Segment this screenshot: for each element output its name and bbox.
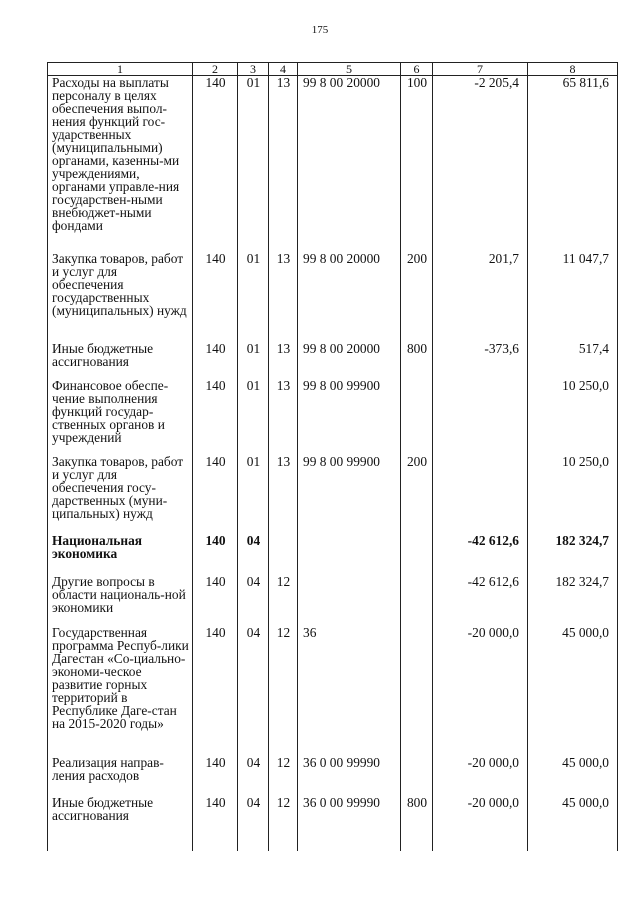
row-col-3: 01 [238, 342, 269, 379]
row-col-5: 99 8 00 99900 [298, 455, 401, 534]
row-col-7: -2 205,4 [433, 76, 528, 252]
row-col-8: 182 324,7 [528, 534, 618, 575]
row-col-7: -42 612,6 [433, 575, 528, 626]
row-col-7: 201,7 [433, 252, 528, 342]
header-col-1: 1 [48, 63, 193, 76]
row-col-4: 13 [269, 252, 298, 342]
row-col-3: 01 [238, 379, 269, 455]
page-number: 175 [311, 24, 329, 36]
row-col-3: 01 [238, 252, 269, 342]
row-col-8: 182 324,7 [528, 575, 618, 626]
row-col-3: 04 [238, 796, 269, 851]
table-row [48, 534, 618, 575]
row-col-8: 45 000,0 [528, 796, 618, 851]
row-col-4: 13 [269, 76, 298, 252]
row-col-3: 01 [238, 76, 269, 252]
row-col-4 [269, 534, 298, 575]
row-col-3: 04 [238, 575, 269, 626]
table-header-row [48, 63, 618, 76]
row-name: Финансовое обеспе-чение выполнения функций государ-ственных органов и учреждений [48, 379, 193, 455]
table-row [48, 756, 618, 796]
row-col-2: 140 [193, 796, 238, 851]
table-row [48, 379, 618, 455]
table-row [48, 626, 618, 756]
row-col-2: 140 [193, 534, 238, 575]
row-col-2: 140 [193, 252, 238, 342]
header-col-4: 4 [269, 63, 298, 76]
row-col-2: 140 [193, 379, 238, 455]
row-col-6 [401, 534, 433, 575]
row-col-2: 140 [193, 342, 238, 379]
row-col-6: 800 [401, 342, 433, 379]
row-col-7: -20 000,0 [433, 796, 528, 851]
row-name: Государственная программа Респуб-лики Дагестан «Со-циально-экономи-ческое развитие горных территорий в Республике Даге-стан на 2015-2020 годы» [48, 626, 193, 756]
row-name: Закупка товаров, работ и услуг для обеспечения государственных (муниципальных) нужд [48, 252, 193, 342]
row-col-2: 140 [193, 455, 238, 534]
row-col-3: 04 [238, 756, 269, 796]
row-col-4: 13 [269, 455, 298, 534]
row-name: Закупка товаров, работ и услуг для обеспечения госу-дарственных (муни-ципальных) нужд [48, 455, 193, 534]
table-row [48, 575, 618, 626]
table-row [48, 342, 618, 379]
row-col-6: 100 [401, 76, 433, 252]
row-col-8: 45 000,0 [528, 626, 618, 756]
row-col-8: 517,4 [528, 342, 618, 379]
row-col-7: -42 612,6 [433, 534, 528, 575]
header-col-7: 7 [433, 63, 528, 76]
row-name: Реализация направ-ления расходов [48, 756, 193, 796]
header-col-8: 8 [528, 63, 618, 76]
row-col-5 [298, 575, 401, 626]
row-col-6 [401, 756, 433, 796]
header-col-3: 3 [238, 63, 269, 76]
row-col-5: 99 8 00 20000 [298, 342, 401, 379]
row-col-5: 99 8 00 99900 [298, 379, 401, 455]
row-col-7: -20 000,0 [433, 626, 528, 756]
row-name: Иные бюджетные ассигнования [48, 342, 193, 379]
budget-table-container [47, 62, 617, 852]
header-col-6: 6 [401, 63, 433, 76]
row-col-2: 140 [193, 575, 238, 626]
row-name: Иные бюджетные ассигнования [48, 796, 193, 851]
row-col-2: 140 [193, 76, 238, 252]
row-col-4: 12 [269, 796, 298, 851]
row-name: Другие вопросы в области националь-ной экономики [48, 575, 193, 626]
row-col-3: 01 [238, 455, 269, 534]
budget-table [47, 62, 618, 851]
row-col-7: -20 000,0 [433, 756, 528, 796]
row-col-4: 13 [269, 379, 298, 455]
row-col-8: 10 250,0 [528, 455, 618, 534]
row-col-3: 04 [238, 626, 269, 756]
row-col-6: 800 [401, 796, 433, 851]
row-col-7 [433, 379, 528, 455]
row-col-6: 200 [401, 252, 433, 342]
row-col-6 [401, 626, 433, 756]
header-col-2: 2 [193, 63, 238, 76]
table-row [48, 252, 618, 342]
row-col-5: 99 8 00 20000 [298, 252, 401, 342]
row-col-8: 65 811,6 [528, 76, 618, 252]
row-col-5: 36 0 00 99990 [298, 756, 401, 796]
row-col-4: 12 [269, 575, 298, 626]
row-col-3: 04 [238, 534, 269, 575]
row-col-4: 12 [269, 756, 298, 796]
row-col-8: 10 250,0 [528, 379, 618, 455]
row-col-5: 99 8 00 20000 [298, 76, 401, 252]
row-name: Национальная экономика [48, 534, 193, 575]
row-col-5: 36 [298, 626, 401, 756]
row-col-2: 140 [193, 626, 238, 756]
row-col-7: -373,6 [433, 342, 528, 379]
table-row [48, 455, 618, 534]
row-col-6: 200 [401, 455, 433, 534]
header-col-5: 5 [298, 63, 401, 76]
row-col-4: 13 [269, 342, 298, 379]
row-col-5: 36 0 00 99990 [298, 796, 401, 851]
row-col-6 [401, 379, 433, 455]
row-col-8: 11 047,7 [528, 252, 618, 342]
row-col-2: 140 [193, 756, 238, 796]
table-row [48, 76, 618, 252]
row-col-5 [298, 534, 401, 575]
row-col-6 [401, 575, 433, 626]
row-col-4: 12 [269, 626, 298, 756]
table-body [48, 76, 618, 851]
table-row [48, 796, 618, 851]
row-col-8: 45 000,0 [528, 756, 618, 796]
row-name: Расходы на выплаты персоналу в целях обеспечения выпол-нения функций гос-ударственных (муниципальными) органами, казенны-ми учреждениями, органами управле-ния государствен-ными внебюджет-ными фондами [48, 76, 193, 252]
row-col-7 [433, 455, 528, 534]
